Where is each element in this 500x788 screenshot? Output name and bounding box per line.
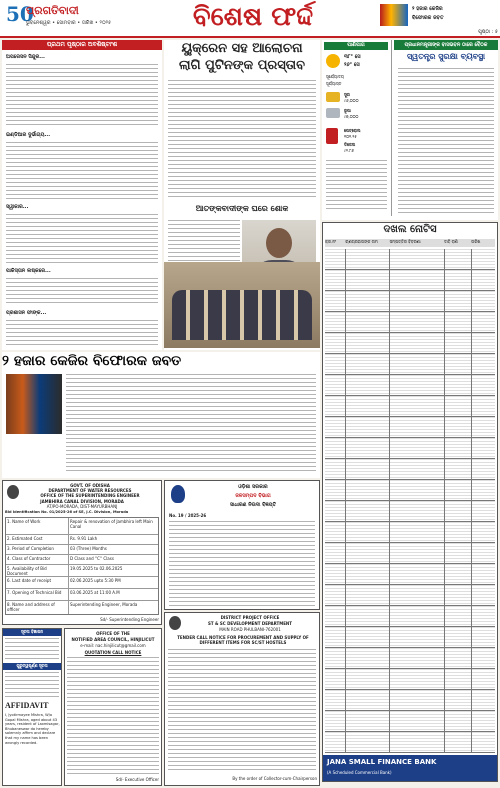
tender-row-value: Repair & renovation of Jambhira left Main Canal [70, 519, 153, 529]
left-text-block [6, 320, 158, 348]
left-text-block [6, 278, 158, 306]
tender-row-value: D Class and ''C'' Class [70, 556, 114, 561]
left-sub1: ଅପରେସନ ସିନ୍ଦୁର... [6, 54, 45, 60]
left-text-block [6, 142, 158, 202]
notice-col-header: ତାରିଖ [471, 239, 481, 244]
nac-title: OFFICE OF THE [96, 631, 130, 636]
explosive-story [2, 352, 320, 478]
petrol-price: ୧୦୧.୨୫ [344, 134, 357, 139]
explosive-text [66, 374, 316, 474]
sun-icon [326, 54, 340, 68]
tender-row-label: 8. Name and address of officer [6, 601, 69, 614]
left-text-block [6, 214, 158, 264]
govt-notice-no: No. 19 / 2025-26 [169, 513, 207, 518]
gold-price: ୯୬,୦୦୦ [344, 98, 359, 103]
silver-label: ରୂପା [344, 108, 351, 113]
explosive-photo [6, 374, 62, 434]
center-text-block [168, 80, 316, 200]
tender-row-label: 3. Period of Completion [6, 545, 69, 554]
gold-icon [326, 92, 340, 102]
nac-sign: Sd/- Executive Officer [115, 777, 159, 782]
silver-price: ୯୭,୦୦୦ [344, 114, 359, 119]
affidavit-title: AFFIDAVIT [5, 701, 49, 710]
tender-row [6, 577, 158, 589]
temp-min: ୨୬° ସେ [344, 62, 360, 68]
right-story-banner: ପ୍ରଧାନମନ୍ତ୍ରୀଙ୍କ ବାସଭବନ ଠାରେ ବୈଠକ [394, 40, 498, 50]
tender-circle: JAMBHIRA CANAL DIVISION, MORADA [40, 499, 124, 504]
tender-nac [64, 628, 162, 786]
bank-footer [323, 755, 497, 781]
notice-col-header: କ୍ର.ନଂ [325, 239, 337, 244]
fuel-pump-icon [326, 128, 338, 144]
tender-row-label: 5. Availability of Bid Document [6, 565, 69, 576]
district-project-notice [164, 612, 320, 786]
explosive-headline: ୨ ହଜାର କେଜିର ବିଫୋରକ ଜବତ [2, 353, 182, 369]
govt-line3: ସାଧାରଣ ନିଉଦା ବିଜ୍ଞପ୍ତି [229, 502, 277, 508]
tender-row-value: 19.05.2025 to 02.06.2025 [70, 566, 123, 571]
masthead-rule [0, 36, 500, 38]
left-sub4: ପାକିସ୍ତାନ ଲଷ୍କରେ... [6, 268, 51, 274]
silver-icon [326, 108, 340, 118]
headline-line1: ୟୁକ୍ରେନ ସହ ଆଲୋଚନା [181, 41, 303, 56]
right-story-title: ସ୍ୱତନ୍ତ୍ର ସୁରକ୍ଷା ବ୍ୟବସ୍ଥା [406, 52, 486, 61]
tender-emblem [7, 485, 19, 499]
ad1-text [5, 638, 59, 660]
tender-row-label: 1. Name of Work [6, 518, 69, 534]
bank-name: JANA SMALL FINANCE BANK [327, 758, 437, 766]
tender-row-value: Rs. 9.91 Lakh [70, 536, 98, 541]
weather-title: ପାଣିପାଗ [324, 42, 388, 50]
group-photo-figures [172, 290, 312, 340]
left-column-top [2, 40, 162, 350]
affidavit-text: I, Jyotirmayee Mishra, W/o Gopal Mishra, aged about 43 years, resident of Laxmisagar, Bhubaneswar do hereby solemnly affirm and declare that my name has been wrongly recorded. [5, 713, 60, 745]
masthead-ad-line1: ୨ ହଜାର କେଜିର [412, 6, 443, 12]
story2-title: ଆତଙ୍କବାଦୀଙ୍କ ଘରେ ଶୋକ [195, 204, 289, 213]
nac-subtitle: NOTIFIED AREA COUNCIL, HINJILICUT [71, 637, 155, 642]
tender-row-value: Superintending Engineer, Morada [70, 602, 138, 607]
odisha-emblem [171, 485, 185, 503]
ad2-title: ଗୁରୁତ୍ୱପୂର୍ଣ୍ଣ ସୂଚନା [3, 663, 61, 670]
ad2-text [5, 672, 59, 698]
nac-bid-title: QUOTATION CALL NOTICE [84, 650, 142, 655]
tender-notice-no: Bid Identification No. 01/2025-26 of SE, J.C. Division, Morada [5, 510, 129, 514]
tender-row-label: 7. Opening of Technical Bid [6, 589, 69, 600]
left-classified-ads [2, 628, 62, 786]
edition-line: ଭୁବନେଶ୍ୱର • ସୋମବାର • ତାରିଖ • ୨୦୨୫ [26, 20, 112, 26]
tender-sign: Sd/- Superintending Engineer [100, 617, 159, 622]
notice-header-row [325, 239, 495, 247]
weather-text [326, 160, 387, 210]
tender-row-label: 2. Estimated Cost [6, 535, 69, 544]
paper-name: ପ୍ରଗତିବାଦୀ [26, 4, 79, 17]
tender-row-value: 02.06.2025 upto 5:30 PM [70, 578, 121, 583]
tender-row [6, 601, 158, 614]
tender-row [6, 589, 158, 601]
temp-max: ୩୮° ସେ [344, 54, 361, 60]
tender-row-label: 4. Class of Contractor [6, 555, 69, 564]
diesel-label: ଡିଜେଲ [344, 142, 356, 147]
nac-text [67, 657, 159, 775]
sunset-label: ସୂର୍ଯ୍ୟାସ୍ତ [326, 81, 342, 86]
possession-notice [322, 222, 498, 782]
masthead-ad-image [380, 4, 408, 26]
tender-row-label: 6. Last date of receipt [6, 577, 69, 588]
ad1-title: ସୂଚନା ବିଜ୍ଞାପନ [3, 629, 61, 636]
tender-row [6, 535, 158, 545]
left-sub2: ଇଣ୍ଡିଆର ଦୁର୍ଭାଗ୍ୟ... [6, 132, 51, 138]
notice-col-header: ଦାବି ରାଶି [443, 239, 458, 244]
tender-place: AT/PO-MORADA, DIST-MAYURBHANJ [46, 504, 118, 509]
tender-row-value: 03 (Three) Months [70, 546, 107, 551]
govt-notice-text [169, 521, 315, 607]
masthead-ad-line2: ବିଫୋରକ ଜବତ [412, 15, 444, 21]
district-notice-title: TENDER CALL NOTICE FOR PROCUREMENT AND SUPPLY OF DIFFERENT ITEMS FOR SC/ST HOSTELS [177, 635, 309, 645]
nac-email: e-mail: nac.hinjilicut@gmail.com [80, 643, 146, 648]
section-title: ବିଶେଷ ଫର୍ଦ୍ଦ [192, 2, 314, 32]
petrol-label: ପେଟ୍ରୋଲ [344, 128, 361, 133]
left-sub5: ପ୍ରଶାସନ ଫାଙ୍କ... [6, 310, 47, 316]
portrait-head [266, 228, 292, 258]
notice-table-body [325, 249, 495, 753]
headline-line2: ଲାଗି ପୁଟିନଙ୍କ ପ୍ରସ୍ତାବ [179, 58, 305, 73]
tender-row [6, 518, 158, 535]
page-label: ପୃଷ୍ଠା : ୫ [478, 29, 498, 35]
sunrise-label: ସୂର୍ଯ୍ୟୋଦୟ [326, 74, 345, 79]
tender-office: OFFICE OF THE SUPERINTENDING ENGINEER [40, 493, 140, 498]
district-emblem [169, 616, 181, 630]
govt-odisha-notice [164, 480, 320, 610]
notice-col-lines [325, 249, 495, 753]
gold-label: ସୁନା [344, 92, 350, 97]
govt-line1: ଓଡ଼ିଶା ସରକାର [238, 484, 268, 490]
district-title: DISTRICT PROJECT OFFICE [220, 615, 280, 620]
tender-row [6, 555, 158, 565]
right-text-block [398, 68, 494, 214]
diesel-price: ୯୨.୮୬ [344, 148, 354, 153]
tender-water-resources [2, 480, 162, 625]
tender-dept: DEPARTMENT OF WATER RESOURCES [48, 488, 132, 493]
headline-ukraine [164, 40, 320, 76]
govt-line2: ଜଳସମ୍ପଦ ବିଭାଗ [235, 493, 271, 499]
notice-title: ଦଖଲ ନୋଟିସ [383, 224, 437, 235]
group-photo [164, 262, 320, 348]
district-sub: ST & SC DEVELOPMENT DEPARTMENT [207, 621, 293, 626]
tender-org: GOVT. OF ODISHA [70, 483, 110, 488]
bank-sub: (A Scheduled Commercial Bank) [327, 770, 392, 775]
right-column-top [322, 40, 498, 220]
district-text [168, 649, 316, 773]
anniversary-logo: 50 [6, 2, 34, 26]
tender-row [6, 545, 158, 555]
tender-row [6, 565, 158, 577]
tender-table [5, 517, 159, 615]
district-sign: By the order of Collector-cum-Chairperson [232, 776, 317, 781]
masthead-ad [378, 2, 496, 28]
left-text-block [6, 64, 158, 128]
notice-col-header: ଋଣଗ୍ରହୀତାଙ୍କ ନାମ [345, 239, 378, 244]
left-sub3: ସ୍ୱୀକାର... [6, 204, 29, 210]
left-banner: ପ୍ରଥମ ପୃଷ୍ଠାର ଅବଶିଷ୍ଟାଂଶ [2, 40, 162, 50]
masthead [0, 0, 500, 36]
tender-row-value: 03.06.2025 at 11:00 A.M [70, 590, 120, 595]
notice-col-header: ସମ୍ପତ୍ତିର ବିବରଣୀ [389, 239, 421, 244]
weather-panel [322, 40, 392, 216]
district-place: MAIN ROAD PHULBANI-762001 [219, 627, 281, 632]
